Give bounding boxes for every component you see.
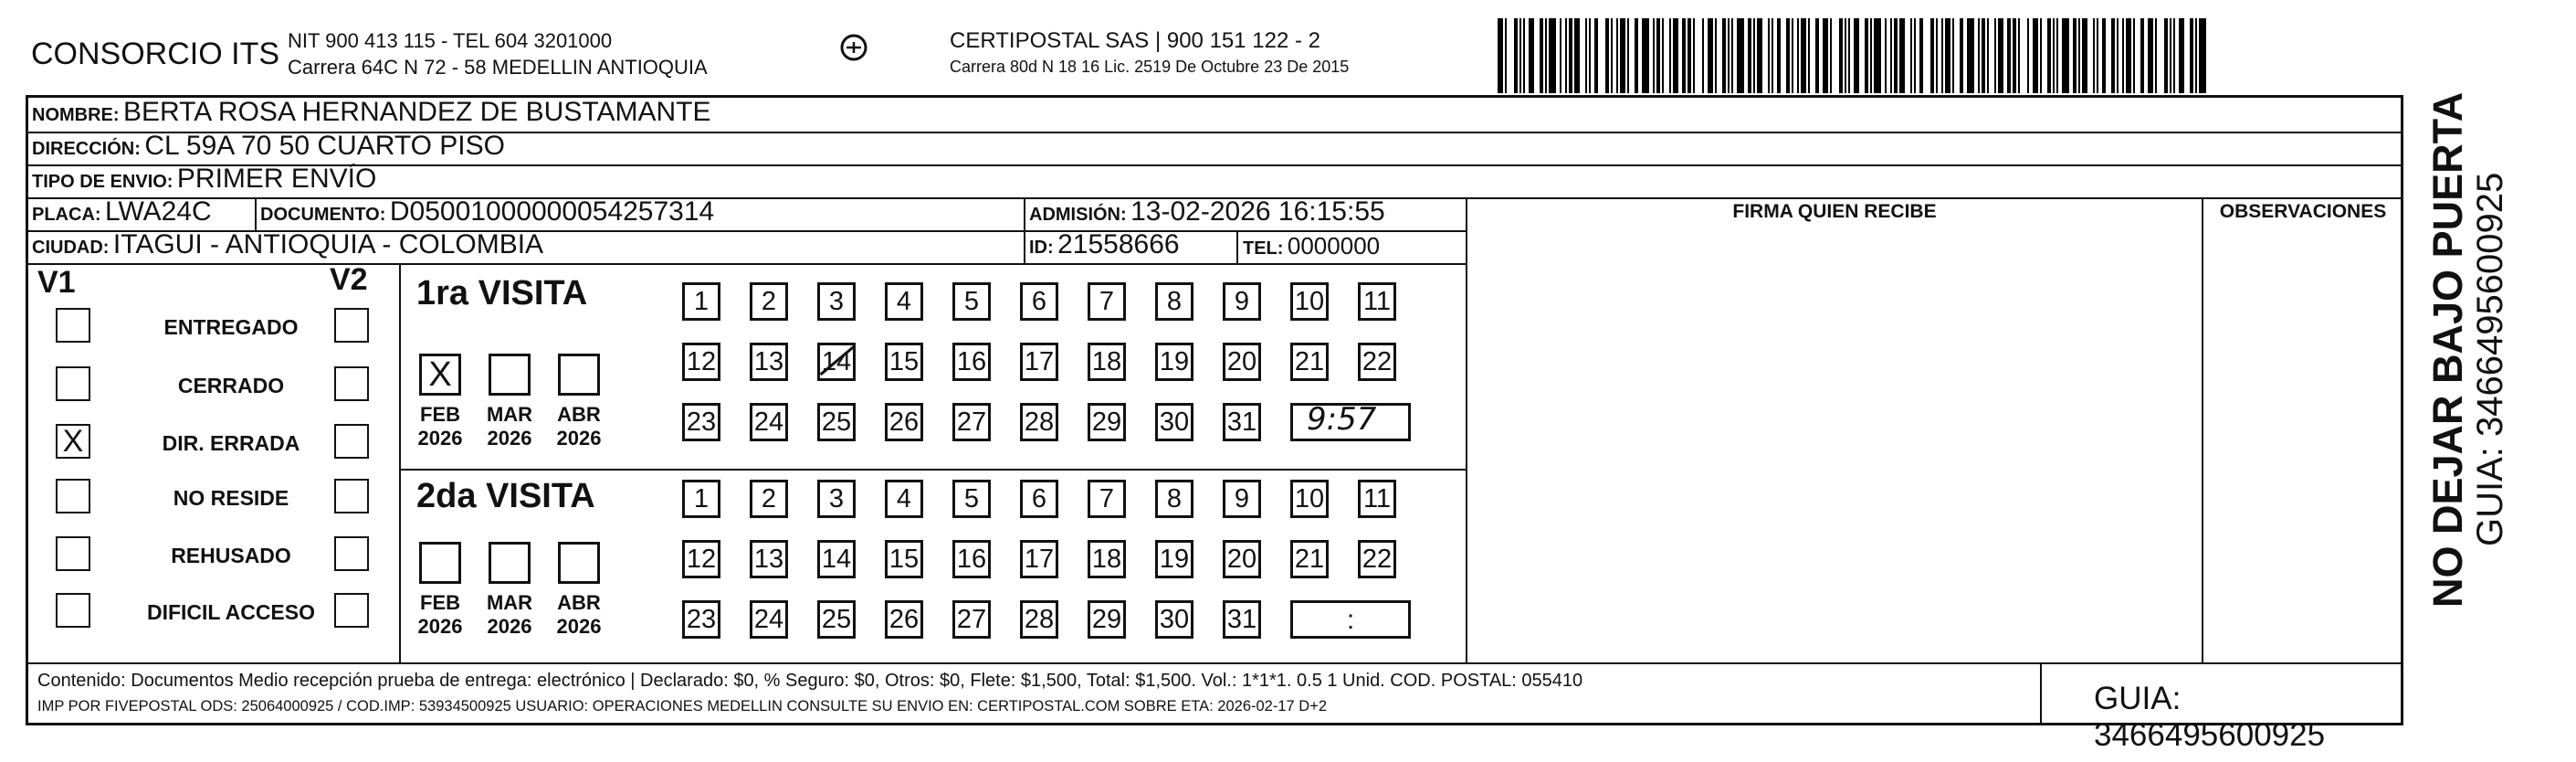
day-box[interactable]: 9: [1223, 480, 1261, 518]
year-label: 2026: [487, 615, 532, 638]
day-box[interactable]: 30: [1155, 600, 1193, 639]
id-value: 21558666: [1057, 229, 1180, 259]
visit2-title: 2da VISITA: [416, 477, 595, 515]
carrier-name: CERTIPOSTAL SAS | 900 151 122 - 2: [950, 28, 1320, 53]
admision-value: 13-02-2026 16:15:55: [1130, 196, 1385, 227]
status-label: ENTREGADO: [163, 315, 299, 339]
day-box[interactable]: 10: [1290, 480, 1329, 518]
year-label: 2026: [556, 427, 602, 450]
day-box[interactable]: 22: [1358, 540, 1396, 578]
documento-value: D05001000000054257314: [389, 196, 715, 227]
day-box[interactable]: 22: [1358, 343, 1396, 381]
day-box[interactable]: 29: [1088, 600, 1126, 639]
direccion-field: DIRECCIÓN: CL 59A 70 50 CUARTO PISO: [32, 131, 505, 161]
month-label: ABR: [557, 591, 601, 614]
day-box[interactable]: 17: [1020, 540, 1058, 578]
footer-contenido: Contenido: Documentos Medio recepción prueba de entrega: electrónico | Declarado: $0, % Seguro: $0, Otros: $0, Flete: $1,500, Total: $1,500. Vol.: 1*1*1. 0.5 1 Unid. COD. POSTAL: 055410: [37, 671, 1583, 691]
day-box[interactable]: 15: [885, 343, 923, 381]
day-box[interactable]: 4: [885, 282, 923, 321]
day-box[interactable]: 2: [750, 480, 788, 518]
v1-checkbox[interactable]: [56, 308, 90, 343]
day-box[interactable]: 25: [817, 600, 856, 639]
day-box[interactable]: 27: [952, 403, 991, 441]
month-checkbox[interactable]: [558, 354, 600, 396]
day-box[interactable]: 27: [952, 600, 991, 639]
day-box[interactable]: 31: [1223, 600, 1261, 639]
placa-value: LWA24C: [105, 196, 212, 227]
v1-checkbox[interactable]: [56, 536, 90, 571]
side-guia: GUIA: 3466495600925: [2470, 172, 2510, 546]
v2-checkbox[interactable]: [334, 593, 369, 628]
v2-header: V2: [330, 262, 368, 297]
month-label: FEB: [420, 403, 460, 426]
v1-checkbox[interactable]: [56, 366, 90, 401]
day-box[interactable]: 30: [1155, 403, 1193, 441]
footer-guia: GUIA: 3466495600925: [2094, 681, 2326, 753]
day-box[interactable]: 7: [1088, 282, 1126, 321]
carrier-info: [950, 27, 1349, 80]
day-box[interactable]: 21: [1290, 540, 1329, 578]
status-label: CERRADO: [177, 374, 285, 397]
day-box[interactable]: 28: [1020, 403, 1058, 441]
time-box[interactable]: :: [1290, 600, 1411, 639]
ciudad-value: ITAGUI - ANTIOQUIA - COLOMBIA: [112, 229, 544, 259]
day-box[interactable]: 4: [885, 480, 923, 518]
month-checkbox[interactable]: [558, 542, 600, 584]
status-label: NO RESIDE: [173, 486, 289, 510]
ciudad-field: CIUDAD: ITAGUI - ANTIOQUIA - COLOMBIA: [32, 229, 544, 259]
day-box[interactable]: 14: [817, 540, 856, 578]
v2-checkbox[interactable]: [334, 536, 369, 571]
day-box[interactable]: 18: [1088, 343, 1126, 381]
tel-value: 0000000: [1287, 232, 1381, 259]
direccion-value: CL 59A 70 50 CUARTO PISO: [144, 131, 505, 161]
v1-checkbox[interactable]: [56, 479, 90, 513]
delivery-form: [26, 95, 2403, 753]
day-box[interactable]: 12: [682, 343, 720, 381]
day-box[interactable]: 3: [817, 282, 856, 321]
documento-field: DOCUMENTO: D05001000000054257314: [260, 196, 715, 227]
placa-field: PLACA: LWA24C: [32, 196, 212, 227]
company-address: Carrera 64C N 72 - 58 MEDELLIN ANTIOQUIA: [288, 56, 708, 79]
day-box[interactable]: 23: [682, 600, 720, 639]
tipo-envio-value: PRIMER ENVÍO: [176, 164, 377, 194]
day-box[interactable]: 10: [1290, 282, 1329, 321]
status-label: DIR. ERRADA: [162, 431, 300, 455]
day-box[interactable]: 21: [1290, 343, 1329, 381]
year-label: 2026: [556, 615, 602, 638]
day-box[interactable]: 3: [817, 480, 856, 518]
nombre-value: BERTA ROSA HERNANDEZ DE BUSTAMANTE: [123, 97, 711, 127]
tipo-envio-field: TIPO DE ENVIO: PRIMER ENVÍO: [32, 164, 377, 194]
day-box[interactable]: 19: [1155, 343, 1193, 381]
day-box[interactable]: 13: [750, 540, 788, 578]
day-box[interactable]: 13: [750, 343, 788, 381]
month-label: MAR: [486, 403, 533, 426]
year-label: 2026: [417, 615, 463, 638]
v2-checkbox[interactable]: [334, 366, 369, 401]
month-checkbox[interactable]: [489, 354, 531, 396]
v1-header: V1: [37, 265, 76, 300]
day-box[interactable]: 31: [1223, 403, 1261, 441]
v2-checkbox[interactable]: [334, 308, 369, 343]
day-box[interactable]: 6: [1020, 480, 1058, 518]
day-box[interactable]: 5: [952, 480, 991, 518]
day-box[interactable]: 1: [682, 480, 720, 518]
day-box[interactable]: 20: [1223, 540, 1261, 578]
year-label: 2026: [417, 427, 463, 450]
observations-area[interactable]: [2203, 230, 2403, 662]
day-box[interactable]: 5: [952, 282, 991, 321]
tel-field: TEL: 0000000: [1243, 232, 1381, 259]
day-box[interactable]: 9: [1223, 282, 1261, 321]
day-box[interactable]: 11: [1358, 282, 1396, 321]
nombre-field: NOMBRE: BERTA ROSA HERNANDEZ DE BUSTAMANTE: [32, 97, 711, 127]
day-box[interactable]: 19: [1155, 540, 1193, 578]
day-box[interactable]: 29: [1088, 403, 1126, 441]
barcode: [1498, 18, 2228, 93]
day-box[interactable]: 25: [817, 403, 856, 441]
certipostal-logo: [813, 29, 895, 84]
day-box[interactable]: 7: [1088, 480, 1126, 518]
day-box[interactable]: 16: [952, 540, 991, 578]
month-label: FEB: [420, 591, 460, 614]
v1-checkbox[interactable]: [56, 593, 90, 628]
day-box[interactable]: 26: [885, 403, 923, 441]
month-label: MAR: [486, 591, 533, 614]
day-box[interactable]: 8: [1155, 282, 1193, 321]
status-label: DIFICIL ACCESO: [146, 600, 315, 624]
month-checkbox[interactable]: X: [419, 354, 461, 396]
month-checkbox[interactable]: [489, 542, 531, 584]
month-label: ABR: [557, 403, 601, 426]
firma-header: FIRMA QUIEN RECIBE: [1732, 201, 1937, 222]
company-nit: NIT 900 413 115 - TEL 604 3201000: [288, 29, 613, 52]
day-box[interactable]: 28: [1020, 600, 1058, 639]
visit1-title: 1ra VISITA: [416, 274, 588, 312]
carrier-address: Carrera 80d N 18 16 Lic. 2519 De Octubre 23 De 2015: [950, 58, 1350, 76]
day-box[interactable]: 8: [1155, 480, 1193, 518]
day-box[interactable]: 2: [750, 282, 788, 321]
day-box[interactable]: 24: [750, 403, 788, 441]
day-box[interactable]: 16: [952, 343, 991, 381]
observaciones-header: OBSERVACIONES: [2219, 201, 2387, 222]
handwritten-time: 9:57: [1307, 401, 1377, 438]
v2-checkbox[interactable]: [334, 479, 369, 513]
admision-field: ADMISIÓN: 13-02-2026 16:15:55: [1029, 196, 1385, 227]
company-info: [288, 27, 708, 80]
v1-checkbox[interactable]: X: [56, 424, 90, 459]
day-box[interactable]: 1: [682, 282, 720, 321]
status-label: REHUSADO: [171, 544, 291, 567]
day-box[interactable]: 6: [1020, 282, 1058, 321]
day-box[interactable]: 18: [1088, 540, 1126, 578]
day-box[interactable]: 14: [817, 343, 856, 381]
year-label: 2026: [487, 427, 532, 450]
day-box[interactable]: 15: [885, 540, 923, 578]
day-box[interactable]: 23: [682, 403, 720, 441]
day-box[interactable]: 26: [885, 600, 923, 639]
month-checkbox[interactable]: [419, 542, 461, 584]
footer-impresion: IMP POR FIVEPOSTAL ODS: 25064000925 / COD.IMP: 53934500925 USUARIO: OPERACIONES MEDELLIN CONSULTE SU ENVIO EN: CERTIPOSTAL.COM SOBRE ETA: 2026-02-17 D+2: [37, 698, 1328, 714]
day-box[interactable]: 20: [1223, 343, 1261, 381]
company-name: CONSORCIO ITS: [31, 37, 280, 71]
day-box[interactable]: 11: [1358, 480, 1396, 518]
day-box[interactable]: 17: [1020, 343, 1058, 381]
signature-area[interactable]: [1467, 230, 2202, 662]
id-field: ID: 21558666: [1029, 229, 1180, 259]
day-box[interactable]: 24: [750, 600, 788, 639]
side-warning: NO DEJAR BAJO PUERTA: [2424, 91, 2471, 608]
day-box[interactable]: 12: [682, 540, 720, 578]
v2-checkbox[interactable]: [334, 424, 369, 459]
